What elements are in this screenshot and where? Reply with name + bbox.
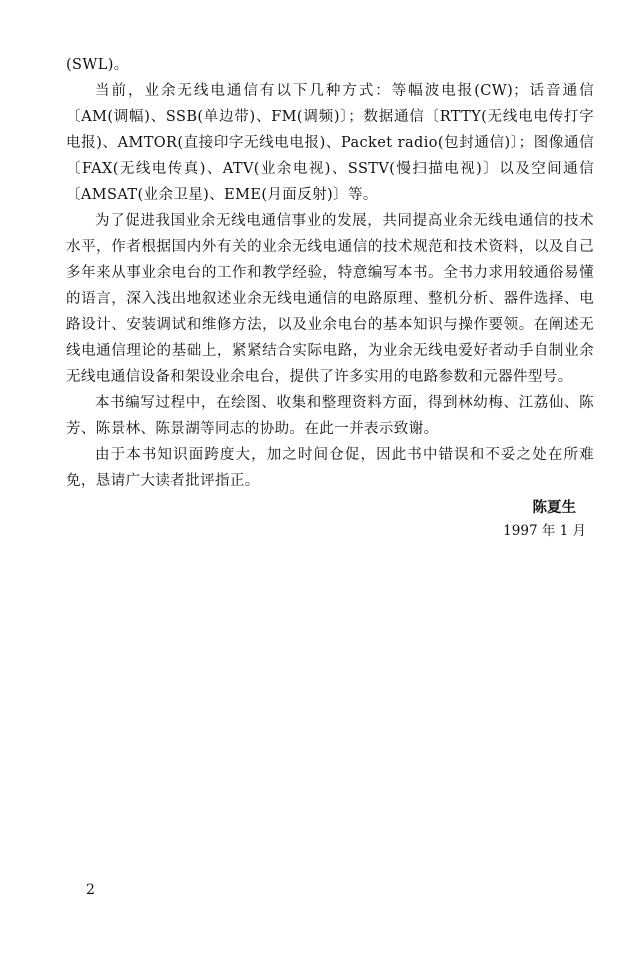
paragraph-book-purpose: 为了促进我国业余无线电通信事业的发展，共同提高业余无线电通信的技术水平，作者根据国内外有关的业余无线电通信的技术规范和技术资料，以及自己多年来从事业余电台的工作和教学经验，特意编写本书。全书力求用较通俗易懂的语言，深入浅出地叙述业余无线电通信的电路原理、整机分析、器件选择、电路设计、安装调试和维修方法，以及业余电台的基本知识与操作要领。在阐述无线电通信理论的基础上，紧紧结合实际电路，为业余无线电爱好者动手自制业余无线电通信设备和架设业余电台，提供了许多实用的电路参数和元器件型号。 [66, 213, 594, 385]
paragraph-request-corrections: 由于本书知识面跨度大，加之时间仓促，因此书中错误和不妥之处在所难免，恳请广大读者批评指正。 [66, 447, 594, 489]
author-signature: 陈夏生 [532, 499, 576, 516]
preface-body [66, 52, 594, 542]
preface-date: 1997 年 1 月 [503, 523, 586, 539]
page-number: 2 [86, 882, 95, 898]
paragraph-communication-modes: 当前，业余无线电通信有以下几种方式：等幅波电报(CW)；话音通信〔AM(调幅)、SSB(单边带)、FM(调频)〕；数据通信〔RTTY(无线电电传打字电报)、AMTOR(直接印字无线电电报)、Packet radio(包封通信)〕；图像通信〔FAX(无线电传真)、ATV(业余电视)、SSTV(慢扫描电视)〕以及空间通信〔AMSAT(业余卫星)、EME(月面反射)〕等。 [66, 83, 594, 203]
paragraph-acknowledgements: 本书编写过程中，在绘图、收集和整理资料方面，得到林幼梅、江荔仙、陈芳、陈景林、陈景湖等同志的协助。在此一并表示致谢。 [66, 395, 594, 437]
paragraph-swl: (SWL)。 [66, 57, 129, 73]
